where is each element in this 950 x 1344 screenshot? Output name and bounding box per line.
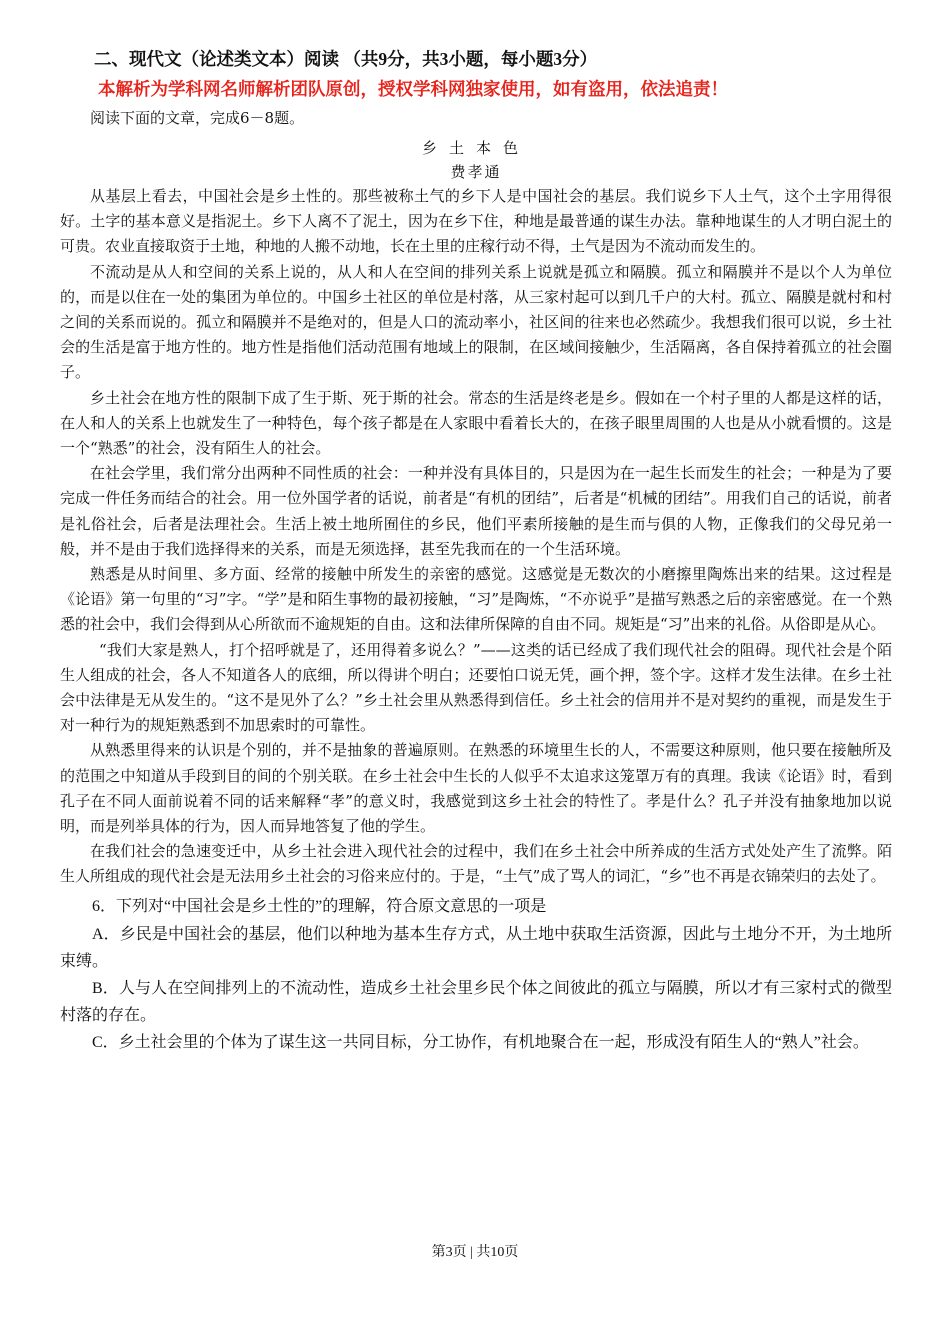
section-title: 二、现代文（论述类文本）阅读 （共9分，共3小题，每小题3分） bbox=[94, 49, 598, 69]
question-stem: 6．下列对“中国社会是乡土性的”的理解，符合原文意思的一项是 bbox=[92, 897, 547, 915]
article-paragraph: 熟悉是从时间里、多方面、经常的接触中所发生的亲密的感觉。这感觉是无数次的小磨擦里陶炼出来的结果。这过程是《论语》第一句里的“习”字。“学”是和陌生事物的最初接触，“习”是陶炼，“不亦说乎”是描写熟悉之后的亲密感觉。在一个熟悉的社会中，我们会得到从心所欲而不逾规矩的自由。这和法律所保障的自由不同。规矩是“习”出来的礼俗。从俗即是从心。 bbox=[60, 565, 892, 634]
option-c: C．乡土社会里的个体为了谋生这一共同目标，分工协作，有机地聚合在一起，形成没有陌生人的“熟人”社会。 bbox=[92, 1033, 869, 1051]
article-title: 乡土本色 bbox=[421, 139, 530, 157]
article-paragraph: 从基层上看去，中国社会是乡土性的。那些被称土气的乡下人是中国社会的基层。我们说乡下人土气，这个土字用得很好。土字的基本意义是指泥土。乡下人离不了泥土，因为在乡下住，种地是最普通的谋生办法。靠种地谋生的人才明白泥土的可贵。农业直接取资于土地，种地的人搬不动地，长在土里的庄稼行动不得，土气是因为不流动而发生的。 bbox=[60, 187, 892, 256]
article-paragraph: 从熟悉里得来的认识是个别的，并不是抽象的普遍原则。在熟悉的环境里生长的人，不需要这种原则，他只要在接触所及的范围之中知道从手段到目的间的个别关联。在乡土社会中生长的人似乎不太追求这笼罩万有的真理。我读《论语》时，看到孔子在不同人面前说着不同的话来解释“孝”的意义时，我感觉到这乡土社会的特性了。孝是什么？孔子并没有抽象地加以说明，而是列举具体的行为，因人而异地答复了他的学生。 bbox=[60, 741, 892, 836]
option-b: B．人与人在空间排列上的不流动性，造成乡土社会里乡民个体之间彼此的孤立与隔膜，所以才有三家村式的微型村落的存在。 bbox=[60, 979, 892, 1024]
article-author: 费孝通 bbox=[450, 163, 502, 181]
article-paragraph: 不流动是从人和空间的关系上说的，从人和人在空间的排列关系上说就是孤立和隔膜。孤立和隔膜并不是以个人为单位的，而是以住在一处的集团为单位的。中国乡土社区的单位是村落，从三家村起可以到几千户的大村。孤立、隔膜是就村和村之间的关系而说的。孤立和隔膜并不是绝对的，但是人口的流动率小，社区间的往来也必然疏少。我想我们很可以说，乡土社会的生活是富于地方性的。地方性是指他们活动范围有地域上的限制，在区域间接触少，生活隔离，各自保持着孤立的社会圈子。 bbox=[60, 262, 892, 382]
page-footer: 第3页 | 共10页 bbox=[431, 1245, 519, 1260]
article-paragraph: 在我们社会的急速变迁中，从乡土社会进入现代社会的过程中，我们在乡土社会中所养成的生活方式处处产生了流弊。陌生人所组成的现代社会是无法用乡土社会的习俗来应付的。于是，“土气”成了骂人的词汇，“乡”也不再是衣锦荣归的去处了。 bbox=[60, 842, 892, 886]
article-paragraph: 在社会学里，我们常分出两种不同性质的社会：一种并没有具体目的，只是因为在一起生长而发生的社会；一种是为了要完成一件任务而结合的社会。用一位外国学者的话说，前者是“有机的团结”，后者是“机械的团结”。用我们自己的话说，前者是礼俗社会，后者是法理社会。生活上被土地所囿住的乡民，他们平素所接触的是生而与俱的人物，正像我们的父母兄弟一般，并不是由于我们选择得来的关系，而是无须选择，甚至先我而在的一个生活环境。 bbox=[60, 464, 892, 558]
article-paragraph: “我们大家是熟人，打个招呼就是了，还用得着多说么？”——这类的话已经成了我们现代社会的阻碍。现代社会是个陌生人组成的社会，各人不知道各人的底细，所以得讲个明白；还要怕口说无凭，画个押，签个字。这样才发生法律。在乡土社会中法律是无从发生的。“这不是见外了么？”乡土社会里从熟悉得到信任。乡土社会的信用并不是对契约的重视，而是发生于对一种行为的规矩熟悉到不加思索时的可靠性。 bbox=[60, 640, 892, 735]
copyright-notice: 本解析为学科网名师解析团队原创，授权学科网独家使用，如有盗用，依法追责！ bbox=[98, 79, 728, 99]
reading-instruction: 阅读下面的文章，完成6－8题。 bbox=[90, 109, 305, 127]
option-a: A．乡民是中国社会的基层，他们以种地为基本生存方式，从土地中获取生活资源，因此与土地分不开，为土地所束缚。 bbox=[60, 925, 892, 970]
document-page bbox=[60, 44, 892, 1056]
article-paragraph: 乡土社会在地方性的限制下成了生于斯、死于斯的社会。常态的生活是终老是乡。假如在一个村子里的人都是这样的话，在人和人的关系上也就发生了一种特色，每个孩子都是在人家眼中看着长大的，在孩子眼里周围的人也是从小就看惯的。这是一个“熟悉”的社会，没有陌生人的社会。 bbox=[60, 388, 892, 458]
